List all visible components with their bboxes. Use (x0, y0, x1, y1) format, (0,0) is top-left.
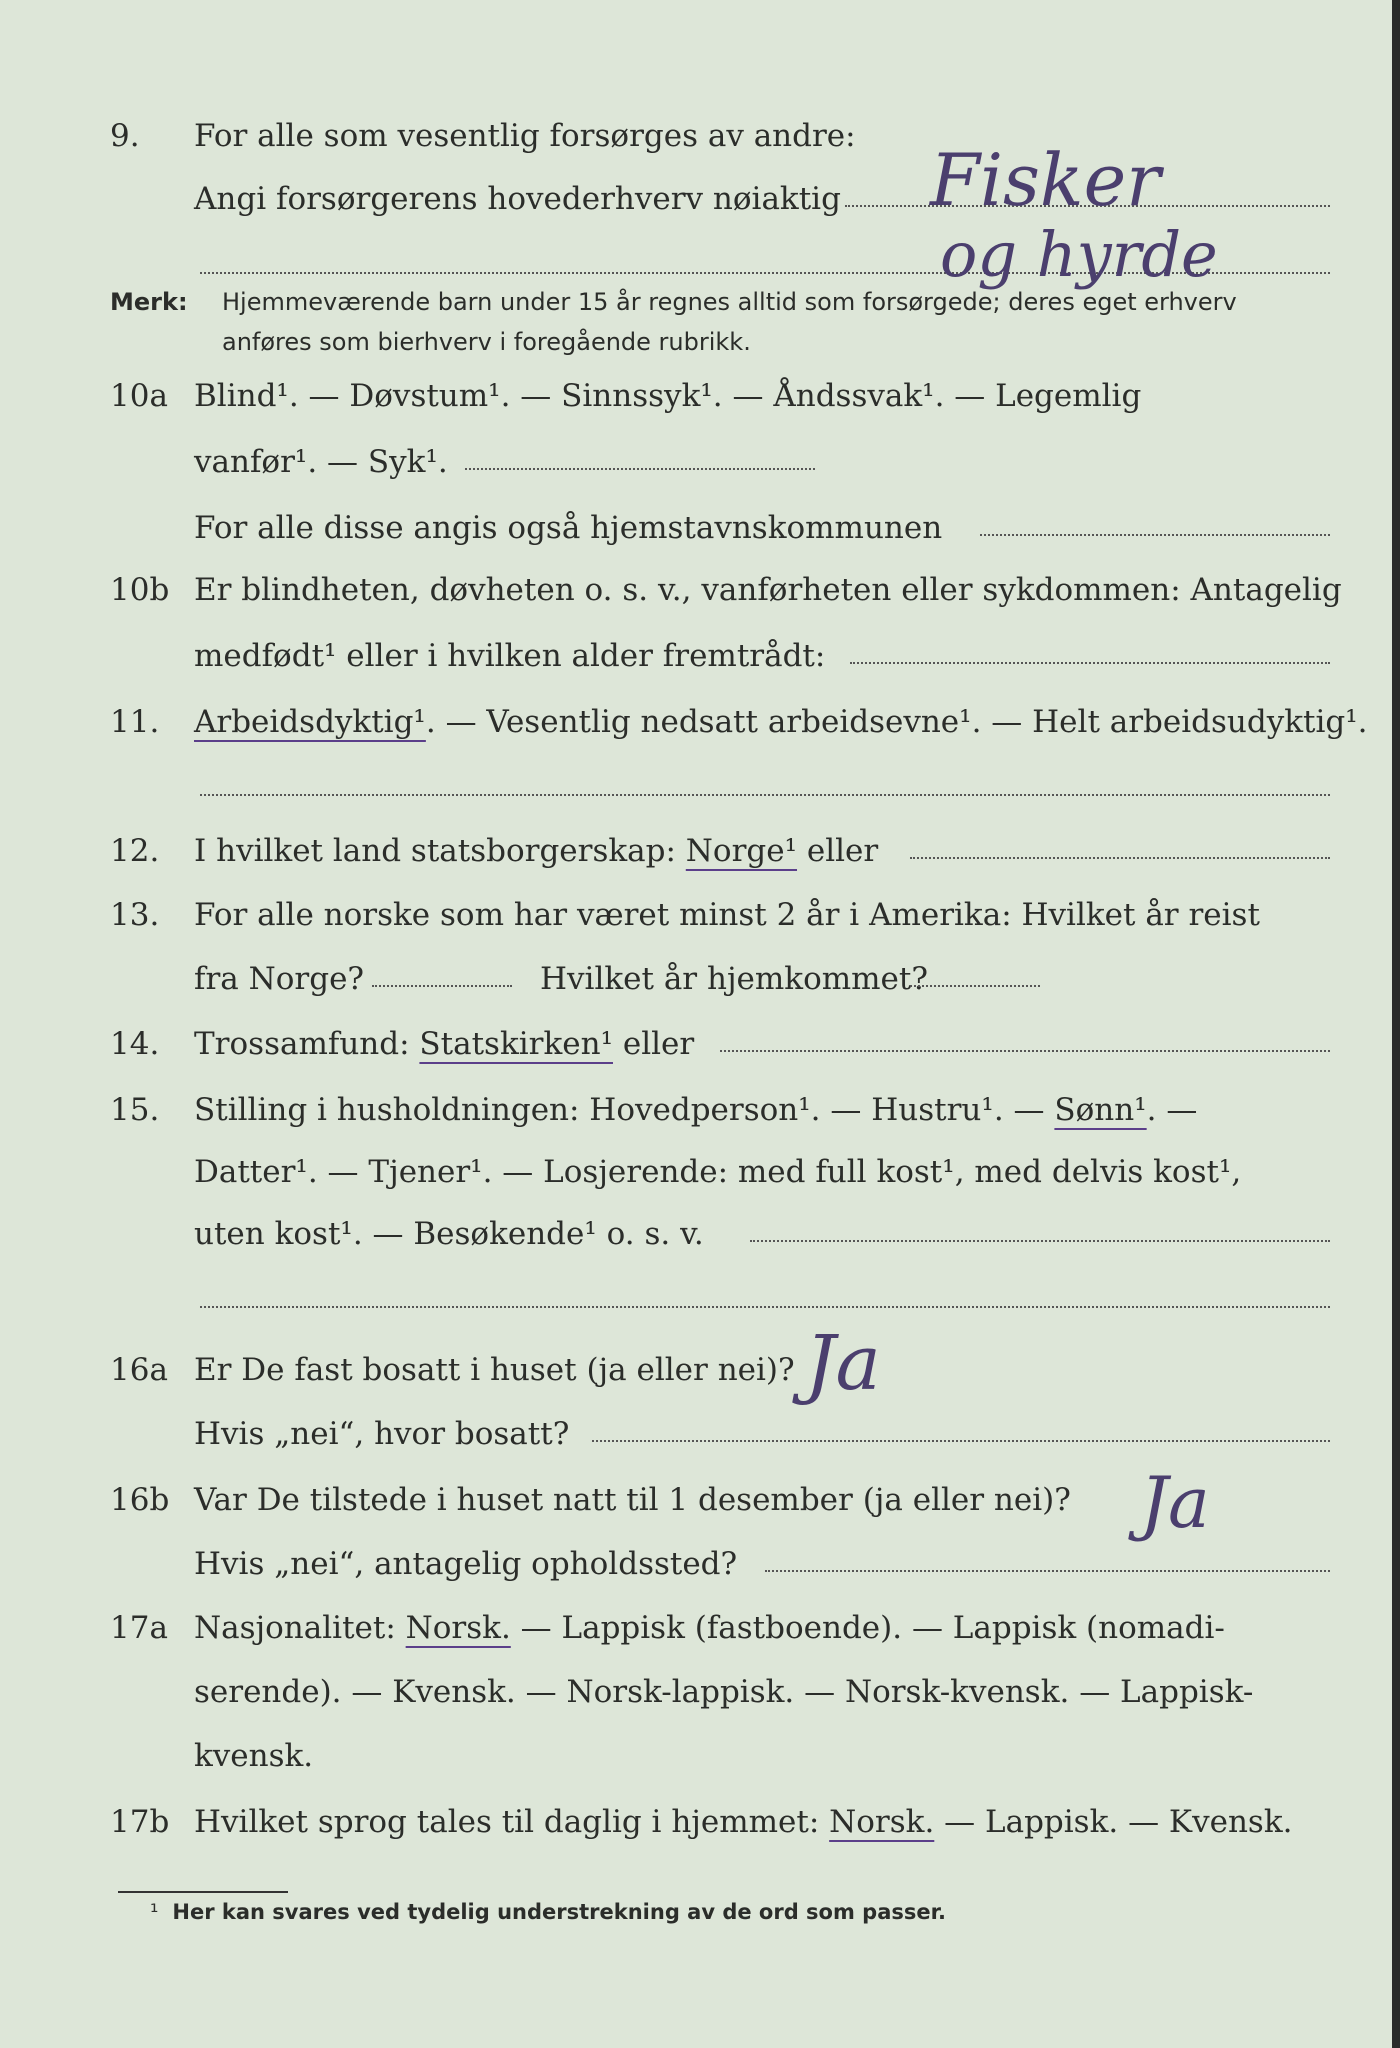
question-text: Var De tilstede i huset natt til 1 desember (ja eller nei)? (194, 1482, 1071, 1518)
question-text: Angi forsørgerens hovederhverv nøiaktig (194, 181, 841, 217)
question-number: 17b (110, 1804, 170, 1840)
question-number: 10a (110, 378, 168, 414)
question-text-pre: Hvilket sprog tales til daglig i hjemmet: (194, 1804, 830, 1840)
question-number: 15. (110, 1092, 160, 1128)
handwritten-answer: Ja (1140, 1462, 1210, 1544)
handwritten-answer: Fisker (930, 138, 1161, 222)
handwritten-answer: Ja (805, 1318, 881, 1407)
question-text: vanfør¹. — Syk¹. (194, 444, 448, 480)
question-text: For alle disse angis også hjemstavnskommunen (194, 510, 943, 546)
question-text: Datter¹. — Tjener¹. — Losjerende: med full kost¹, med delvis kost¹, (194, 1154, 1242, 1190)
question-text-rest: — Lappisk (fastboende). — Lappisk (nomadi- (510, 1610, 1225, 1646)
answer-line (200, 1276, 1330, 1308)
question-text-pre: Stilling i husholdningen: Hovedperson¹. — Hustru¹. — (194, 1092, 1055, 1128)
footnote-rule (118, 1891, 288, 1893)
underlined-option: Norsk. (405, 1610, 511, 1646)
question-text-post: — Lappisk. — Kvensk. (934, 1804, 1293, 1840)
note-text: Hjemmeværende barn under 15 år regnes alltid som forsørgede; deres eget erhverv (222, 288, 1237, 316)
footnote (150, 1900, 946, 1924)
question-text: Hvis „nei“, antagelig opholdssted? (194, 1546, 738, 1582)
question-number: 14. (110, 1026, 160, 1062)
answer-line (910, 955, 1040, 987)
question-text: For alle som vesentlig forsørges av andre: (194, 118, 856, 154)
underlined-option: Norge¹ (685, 833, 798, 869)
question-text: Hvilket år hjemkommet? (540, 961, 928, 997)
question-text (194, 1020, 694, 1068)
answer-line (592, 1410, 1330, 1442)
question-number: 13. (110, 897, 160, 933)
footnote-marker: ¹ (150, 1900, 159, 1924)
question-number: 16a (110, 1352, 168, 1388)
answer-line (465, 438, 815, 470)
question-number: 9. (110, 118, 140, 154)
question-text-pre: Trossamfund: (194, 1026, 420, 1062)
answer-line (980, 504, 1330, 536)
question-number: 12. (110, 833, 160, 869)
underlined-option: Norsk. (829, 1804, 935, 1840)
question-text-post: eller (797, 833, 879, 869)
question-text-pre: I hvilket land statsborgerskap: (194, 833, 686, 869)
question-text-pre: Nasjonalitet: (194, 1610, 406, 1646)
question-text (194, 698, 1368, 746)
answer-line (765, 1540, 1330, 1572)
question-text: Blind¹. — Døvstum¹. — Sinnssyk¹. — Åndssvak¹. — Legemlig (194, 378, 1142, 414)
underlined-option: Sønn¹ (1054, 1092, 1147, 1128)
question-text (194, 1086, 1330, 1134)
underlined-option: Statskirken¹ (419, 1026, 613, 1062)
answer-line (910, 827, 1330, 859)
note-label: Merk: (110, 288, 188, 316)
question-text (194, 1798, 1330, 1846)
question-text-post: eller (613, 1026, 695, 1062)
answer-line (750, 1210, 1330, 1242)
question-text (194, 1604, 1330, 1652)
handwritten-answer: og hyrde (940, 218, 1218, 291)
question-text-post: . — (1146, 1092, 1198, 1128)
question-number: 17a (110, 1610, 168, 1646)
answer-line (372, 955, 512, 987)
question-text: kvensk. (194, 1738, 314, 1774)
question-number: 10b (110, 572, 170, 608)
answer-line (200, 764, 1330, 796)
question-number: 16b (110, 1482, 170, 1518)
question-text-rest: . — Vesentlig nedsatt arbeidsevne¹. — Helt arbeidsudyktig¹. (425, 704, 1368, 740)
question-text (194, 827, 878, 875)
question-text: Er De fast bosatt i huset (ja eller nei)? (194, 1352, 795, 1388)
question-text: For alle norske som har været minst 2 år i Amerika: Hvilket år reist (194, 897, 1260, 933)
question-text: Er blindheten, døvheten o. s. v., vanførheten eller sykdommen: Antagelig (194, 572, 1342, 608)
note-text: anføres som bierhverv i foregående rubrikk. (222, 328, 751, 356)
question-text: fra Norge? (194, 961, 365, 997)
question-text: Hvis „nei“, hvor bosatt? (194, 1416, 570, 1452)
answer-line (720, 1020, 1330, 1052)
footnote-text: Her kan svares ved tydelig understrekning av de ord som passer. (172, 1900, 946, 1924)
question-text: uten kost¹. — Besøkende¹ o. s. v. (194, 1216, 704, 1252)
answer-line (850, 632, 1330, 664)
scan-edge (1392, 0, 1400, 2048)
question-text: medfødt¹ eller i hvilken alder fremtrådt: (194, 638, 826, 674)
question-number: 11. (110, 704, 160, 740)
question-text: serende). — Kvensk. — Norsk-lappisk. — Norsk-kvensk. — Lappisk- (194, 1674, 1254, 1710)
underlined-option: Arbeidsdyktig¹ (194, 704, 426, 740)
